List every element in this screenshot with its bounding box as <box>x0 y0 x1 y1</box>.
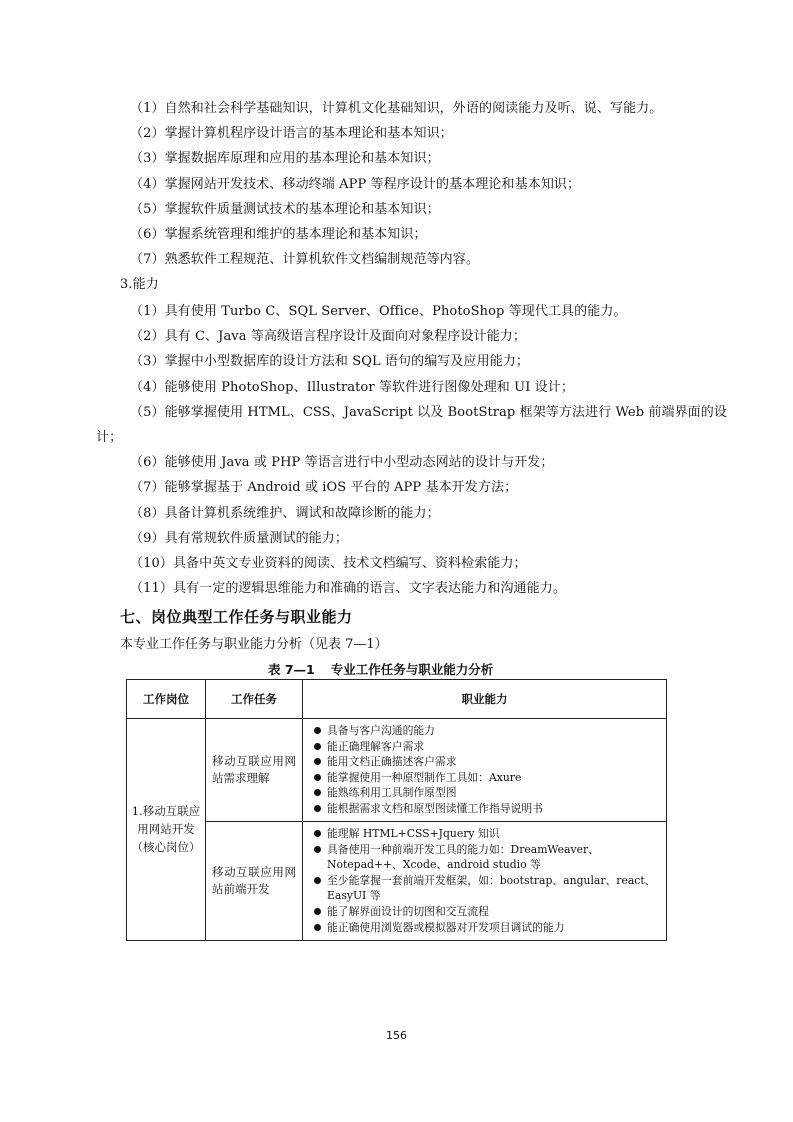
knowledge-item: （2）掌握计算机程序设计语言的基本理论和基本知识； <box>130 126 453 142</box>
table-row <box>127 821 667 940</box>
ability-list-2 <box>313 826 660 935</box>
ability-item: （1）具有使用 Turbo C、SQL Server、Office、PhotoShop 等现代工具的能力。 <box>130 304 627 319</box>
competency-table <box>126 679 667 941</box>
table-caption <box>268 660 493 678</box>
ability-item: （3）掌握中小型数据库的设计方法和 SQL 语句的编写及应用能力； <box>130 354 530 370</box>
ability-list <box>0 299 793 601</box>
ability-item: （10）具备中英文专业资料的阅读、技术文档编写、资料检索能力； <box>130 555 527 571</box>
page-number: 156 <box>386 1029 407 1042</box>
ability-item: （9）具有常规软件质量测试的能力； <box>130 530 348 546</box>
knowledge-item: （1）自然和社会科学基础知识，计算机文化基础知识，外语的阅读能力及听、说、写能力。 <box>130 101 663 116</box>
list-item: 能用文档正确描述客户需求 <box>313 754 660 770</box>
list-item: 能了解界面设计的切图和交互流程 <box>313 904 660 920</box>
list-item: 能正确理解客户需求 <box>313 739 660 755</box>
knowledge-item: （5）掌握软件质量测试技术的基本理论和基本知识； <box>130 201 440 217</box>
section-title: 七、岗位典型工作任务与职业能力 <box>120 608 353 626</box>
ability-cell <box>303 821 667 940</box>
ability-item: （5）能够掌握使用 HTML、CSS、JavaScript 以及 BootStrap 框架等方法进行 Web 前端界面的设 <box>130 404 727 420</box>
ability-item: （2）具有 C、Java 等高级语言程序设计及面向对象程序设计能力； <box>130 329 526 345</box>
knowledge-item: （4）掌握网站开发技术、移动终端 APP 等程序设计的基本理论和基本知识； <box>130 176 581 192</box>
header-ability: 职业能力 <box>303 680 667 719</box>
intro-text: 本专业工作任务与职业能力分析（见表 7—1） <box>120 637 388 652</box>
list-item: 具备使用一种前端开发工具的能力如：DreamWeaver、Notepad++、Xcode、android studio 等 <box>313 842 660 873</box>
table-caption-number: 表 7—1 <box>268 662 315 677</box>
list-item: 至少能掌握一套前端开发框架，如：bootstrap、angular、react、EasyUI 等 <box>313 873 660 904</box>
ability-list-1 <box>313 723 660 817</box>
knowledge-list <box>0 96 793 298</box>
list-item: 能理解 HTML+CSS+Jquery 知识 <box>313 826 660 842</box>
knowledge-item: （3）掌握数据库原理和应用的基本理论和基本知识； <box>130 151 440 167</box>
table-caption-title: 专业工作任务与职业能力分析 <box>330 662 494 677</box>
task-cell: 移动互联应用网站前端开发 <box>206 821 303 940</box>
list-item: 能熟练利用工具制作原型图 <box>313 785 660 801</box>
header-post: 工作岗位 <box>127 680 206 719</box>
list-item: 能根据需求文档和原型图读懂工作指导说明书 <box>313 801 660 817</box>
list-item: 能正确使用浏览器或模拟器对开发项目调试的能力 <box>313 920 660 936</box>
table-header-row <box>127 680 667 719</box>
task-cell: 移动互联应用网站需求理解 <box>206 719 303 822</box>
ability-item: （6）能够使用 Java 或 PHP 等语言进行中小型动态网站的设计与开发； <box>130 455 554 471</box>
list-item: 能掌握使用一种原型制作工具如：Axure <box>313 770 660 786</box>
knowledge-item: （7）熟悉软件工程规范、计算机软件文档编制规范等内容。 <box>130 252 479 268</box>
ability-cell <box>303 719 667 822</box>
ability-heading: 3.能力 <box>120 277 159 293</box>
ability-item-continuation: 计； <box>96 429 123 445</box>
table-row <box>127 719 667 822</box>
knowledge-item: （6）掌握系统管理和维护的基本理论和基本知识； <box>130 226 427 242</box>
header-task: 工作任务 <box>206 680 303 719</box>
ability-item: （7）能够掌握基于 Android 或 iOS 平台的 APP 基本开发方法； <box>130 480 518 496</box>
post-cell: 1.移动互联应用网站开发（核心岗位） <box>127 719 206 941</box>
list-item: 具备与客户沟通的能力 <box>313 723 660 739</box>
ability-item: （4）能够使用 PhotoShop、Illustrator 等软件进行图像处理和 UI 设计； <box>130 379 574 395</box>
ability-item: （11）具有一定的逻辑思维能力和准确的语言、文字表达能力和沟通能力。 <box>130 581 566 597</box>
ability-item: （8）具备计算机系统维护、调试和故障诊断的能力； <box>130 505 440 521</box>
